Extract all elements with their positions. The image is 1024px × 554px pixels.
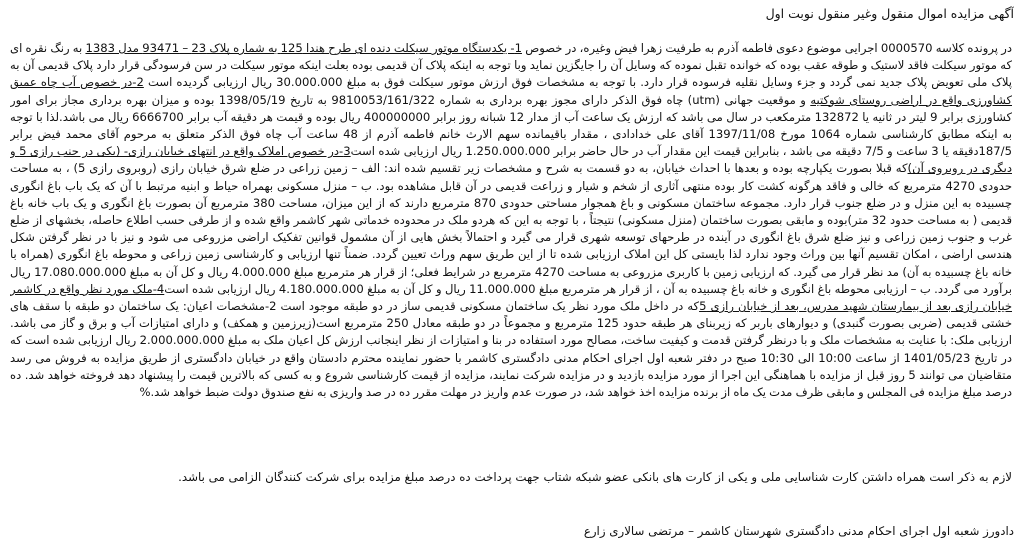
body-text-part-2: به رنگ نقره ای که موتور سیکلت فاقد لاستیک و طوقه عقب بوده که خوانده تقبل نموده که وسایل آن را جایگزین نماید وبا توجه به اینکه پلاک آن قدیمی بوده بعلت اینکه موتور سیکلت در سن فرسودگی قرار دارد پلاک قدیمی آن به پلاک ملی تعویض پلاک جدید نمی گردد و جزء وسایل نقلیه فرسوده قرار دارد. با توجه به مشخصات فوق ارزش موتور سیکلت فوق به مبلغ 30.000.000 ریال ارزیابی گردیده است <box>10 41 1012 90</box>
item-4-property-heading: 4-ملک مورد نظر واقع در کاشمر خیابان رازی بعد از بیمارستان شهید مدرس، بعد از خیابان رازی 5 <box>10 281 1012 314</box>
item-3-properties-heading: 3-در خصوص املاک واقع در انتهای خیابان رازی- (یکی در جنب رازی 5 و دیگری در روبروی آن) <box>10 144 1012 176</box>
body-text-part-4: که قبلا بصورت یکپارچه بوده و بعدها با احداث خیابان، به دو قسمت به شرح و مشخصات زیر تقسیم شده اند: الف – زمین زراعی در ضلع شرق خیابان رازی (روبروی رازی 5) ، به مساحت حدودی 4270 مترمربع که خالی و فاقد هرگونه کشت کار بوده منتهی آثاری از شخم و شیار و زراعت قدیمی در آن قابل مشاهده بود. ب – منزل مسکونی بهمراه حیاط و ابنیه مرتبط با آن که یک باب باغ انگوری چسبیده به این منزل و در ضلع جنوب قرار دارد. مجموعه ساختمان مسکونی و باغ همجوار مساحتی حدودی 870 مترمربع دارند که از این میزان، مساحت 380 مترمربع آن بصورت باغ انگوری و یک باب خانه باغ قدیمی ( به مساحت حدود 32 متر)بوده و مابقی بصورت ساختمان (منزل مسکونی) نتیجتاً ، با توجه به این که هردو ملک در محدوده خدماتی شهر کاشمر واقع شده و از طرفی حسب اطلاع حاصله، بخشهای از ضلع غرب و جنوب زمین زراعی و نیز ضلع شرق باغ انگوری در آینده در طرحهای توسعه شهری قرار می گیرد و احتمالاً بخش هایی از آن مشمول قوانین تفکیک اراضی مزروعی می شود و نیز با در نظر گرفتن شکل هندسی اراضی ، امکان تقسیم آنها بین وراث وجود ندارد لذا بایستی کل این املاک ارزیابی شده تا از این طریق سهم وراث تعیین گردد. ضمناً تنها ارزیابی و کارشناسی زمین زراعی و محوطه باغ انگوری (همراه با خانه باغ چسبیده به آن) مد نظر قرار می گیرد. که ارزیابی زمین با کاربری مزروعی به مساحت 4270 مترمربع در شرایط فعلی؛ از قرار هر مترمربع مبلغ 4.000.000 ریال و کل آن به مبلغ 17.080.000.000 ریال برآورد می گردد. ب – ارزیابی محوطه باغ انگوری و خانه باغ چسبیده به آن ، از قرار هر مترمربع مبلغ 11.000.000 ریال و کل آن به مبلغ 4.180.000.000 ریال ارزیابی شده است <box>10 161 1012 296</box>
item-1-motorcycle-heading: 1- یکدستگاه موتور سیکلت دنده ای طرح هندا 125 به شماره پلاک 23 – 93471 مدل 1383 <box>85 41 522 55</box>
spacer <box>8 24 1016 40</box>
participation-notice: لازم به ذکر است همراه داشتن کارت شناسایی ملی و یکی از کارت های بانکی عضو شبکه شتاب جهت پرداخت ده درصد مبلغ مزایده برای شرکت کنندگان الزامی می باشد. <box>178 470 1012 484</box>
body-text-part-3: و موقعیت جهانی (utm) چاه فوق الذکر دارای مجوز بهره برداری به شماره 9810053/161/322 به تاریخ 1398/05/19 بوده و میزان بهره برداری مجاز برای امور کشاورزی برابر 9 لیتر در ثانیه یا 132872 مترمکعب در سال می باشد که ارزش یک ساعت آب از مدار 12 شبانه روز برابر 400000000 ریال بوده و قیمت هر دقیقه آب برابر 6666700 ریال می باشد.لذا با توجه به اینکه مطابق کارشناسی شماره 1064 مورخ 1397/11/08 آقای علی خدادادی ، مقدار باقیمانده سهم الارث خانم فاطمه آذرم از 48 ساعت آب چاه فوق الذکر متعلق به مرحوم آقای محمد فیض برابر 187/5دقیقه یا 3 ساعت و 7/5 دقیقه می باشد ، بنابراین قیمت این مقدار آب در حال حاضر برابر 1.250.000.000 ریال ارزیابی شده است <box>10 92 1012 159</box>
body-text-part-1: در پرونده کلاسه 0000570 اجرایی موضوع دعوی فاطمه آذرم به طرفیت زهرا فیض وغیره، در خصوص <box>521 41 1012 55</box>
document-title: آگهی مزایده اموال منقول وغیر منقول نوبت اول <box>765 6 1014 21</box>
item-2-well-water-heading: 2-در خصوص آب چاه عمیق کشاورزی واقع در اراضی روستای شوکتیه <box>10 75 1012 107</box>
signature-line: دادورز شعبه اول اجرای احکام مدنی دادگستری شهرستان کاشمر – مرتضی سالاری زارع <box>583 524 1014 538</box>
body-text-part-5: که در داخل ملک مورد نظر یک ساختمان مسکونی قدیمی ساز در دو طبقه موجود است 2-مشخصات اعیان: یک ساختمان دو طبقه با سقف های خشتی قدیمی (ضربی بصورت گنبدی) و دیوارهای باربر که زیربنای هر طبقه حدود 125 مترمربع و مجموعاً در دو طبقه معادل 250 مترمربع است(زیرزمین و همکف) و دارای امتیازات آب و برق و گاز می باشد. ارزیابی ملک: با عنایت به مشخصات ملک و با درنظر گرفتن قدمت و کیفیت ساخت، مصالح مورد استفاده در بنا و امتیازات از نظر اینجانب ارزش کل اعیان ملک به مبلغ 2.000.000.000 ریال ارزیابی شده است که در تاریخ 1401/05/23 از ساعت 10:00 الی 10:30 صبح در دفتر شعبه اول اجرای احکام مدنی دادگستری کاشمر با حضور نماینده محترم دادستان واقع در خیابان دادگستری از طریق مزایده به فروش می رسد متقاضیان می توانند 5 روز قبل از مزایده با هماهنگی این اجرا از مورد مزایده بازدید و در مزایده شرکت نمایند، مزایده از قیمت کارشناسی شروع و به کسی که بالاترین قیمت را پیشنهاد دهد فروخته خواهد شد. ده درصد مبلغ مزایده فی المجلس و مابقی ظرف مدت یک ماه از برنده مزایده اخذ خواهد شد، در صورت عدم واریز در مهلت مقرر ده در صد واریزی به نفع صندوق دولت ضبط خواهد شد.% <box>10 299 1012 400</box>
document-body <box>10 40 1012 458</box>
auction-notice-document <box>8 4 1016 550</box>
spacer <box>8 458 1016 468</box>
